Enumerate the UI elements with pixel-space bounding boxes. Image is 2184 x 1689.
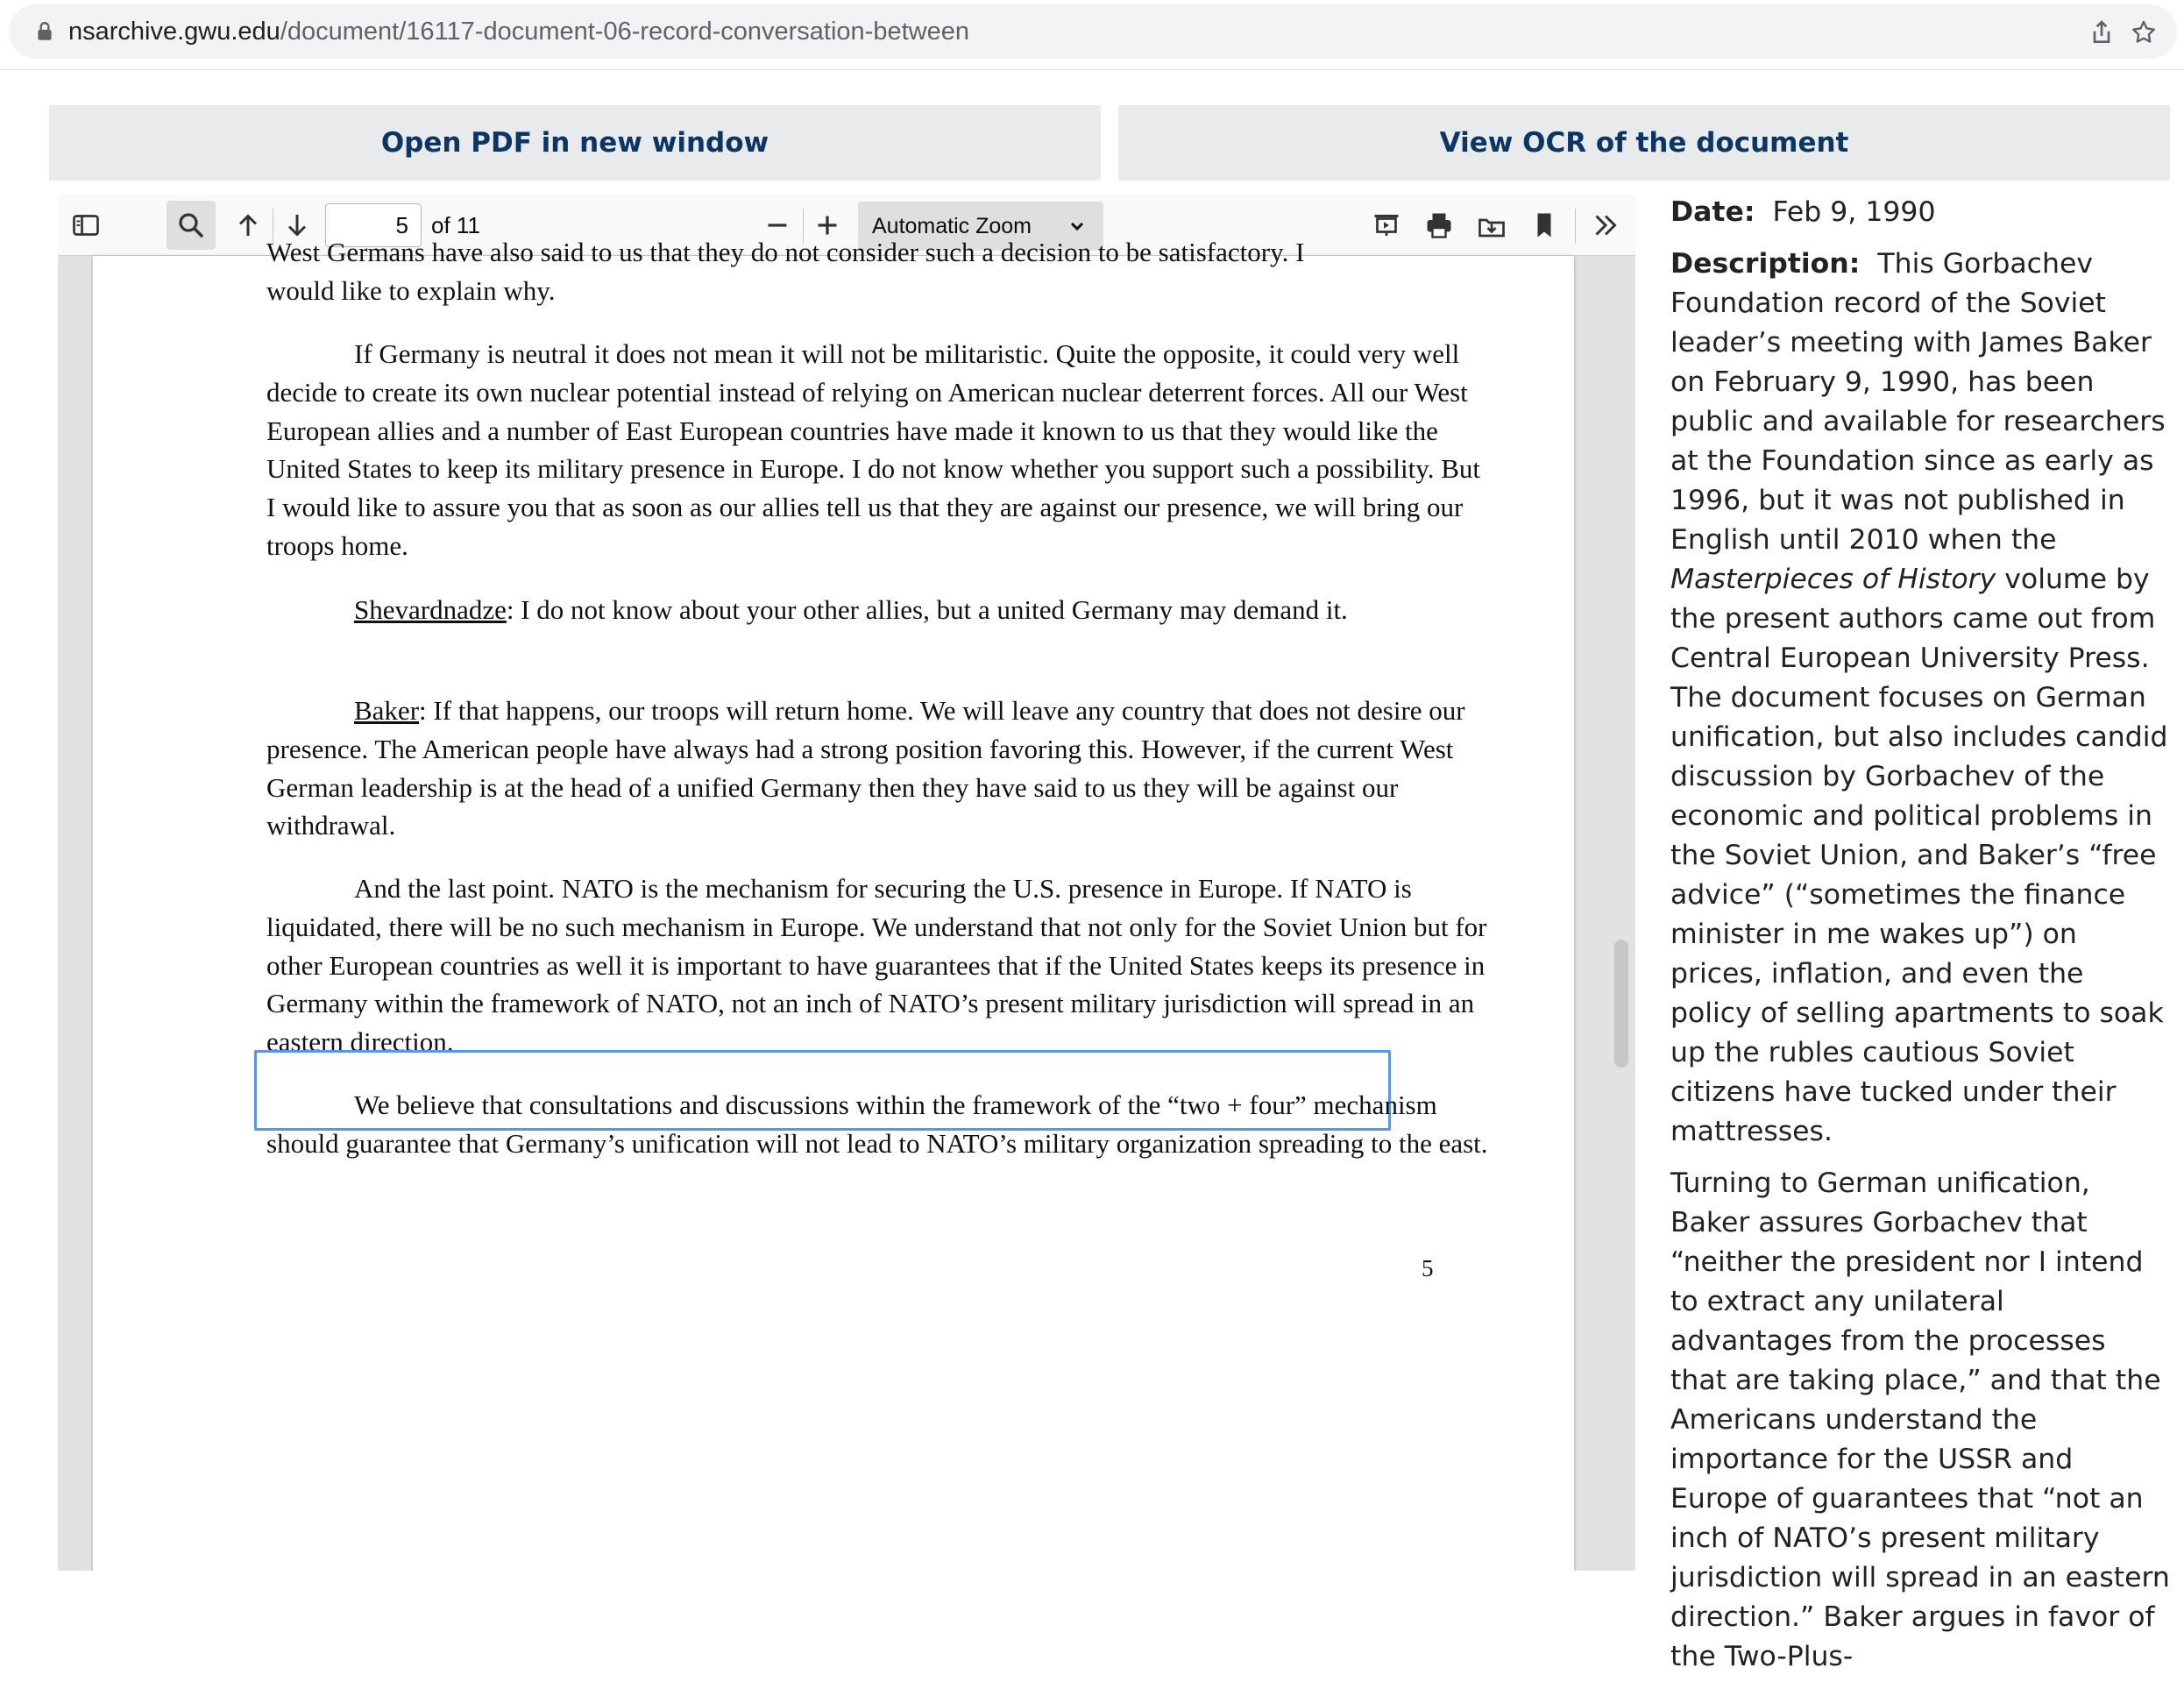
date-row <box>1670 193 2170 232</box>
share-icon[interactable] <box>2088 18 2116 46</box>
find-button[interactable] <box>167 201 216 250</box>
paragraph-0-end: would like to explain why. <box>266 275 556 306</box>
zoom-select-value: Automatic Zoom <box>872 214 1032 238</box>
open-pdf-button[interactable]: Open PDF in new window <box>49 105 1101 181</box>
search-icon <box>175 209 207 241</box>
date-label: Date: <box>1670 196 1755 228</box>
description-paragraph: Description: This Gorbachev Foundation record of the Soviet leader’s meeting with James Baker on February 9, 1990, has been public and available for researchers at the Foundation since as early as 1996, but it was not published in English until 2010 when the Masterpieces of History volume by the present authors came out from Central European University Press. The document focuses on German unification, but also includes candid discussion by Gorbachev of the economic and political problems in the Soviet Union, and Baker’s “free advice” (“sometimes the finance minister in me wakes up”) on prices, inflation, and even the policy of selling apartments to soak up the rubles cautious Soviet citizens have tucked under their mattresses. <box>1670 248 2168 1147</box>
page-count: of 11 <box>431 212 480 238</box>
description-label: Description: <box>1670 248 1861 280</box>
double-chevron-icon <box>1590 209 1621 241</box>
book-title: Masterpieces of History <box>1670 564 1996 595</box>
chrome-divider <box>0 69 2184 70</box>
paragraph-4: And the last point. NATO is the mechanism for securing the U.S. presence in Europe. If NATO is liquidated, there will be no such mechanism in Europe. We understand that not only for the Soviet Union but for other European countries as well it is important to have guarantees that if the United States keeps its presence in Germany within the framework of NATO, not an inch of NATO’s present military jurisdiction will spread in an eastern direction. <box>266 873 1487 1058</box>
sidebar-toggle-icon <box>70 209 102 241</box>
description-paragraph-2: Turning to German unification, Baker assures Gorbachev that “neither the president nor I intend to extract any unilateral advantages from the processes that are taking place,” and that the Americans understand the importance for the USSR and Europe of guarantees that “not an inch of NATO’s present military jurisdiction will spread in an eastern direction.” Baker argues in favor of the Two-Plus- <box>1670 1167 2170 1672</box>
pdf-viewer <box>58 195 1635 1571</box>
sidebar-toggle-button[interactable] <box>67 206 105 245</box>
url-text: nsarchive.gwu.edu/document/16117-document-06-record-conversation-between <box>68 18 969 46</box>
pdf-page <box>93 237 1574 1571</box>
document-details <box>1670 193 2170 1689</box>
scrollbar-thumb[interactable] <box>1614 940 1628 1068</box>
address-bar[interactable] <box>9 4 2177 59</box>
tools-menu-button[interactable] <box>1586 206 1625 245</box>
bookmark-icon <box>1528 209 1560 241</box>
view-ocr-button[interactable]: View OCR of the document <box>1118 105 2170 181</box>
speaker-name: Baker <box>354 695 420 726</box>
bookmark-button[interactable] <box>1525 206 1564 245</box>
paragraph-2: Shevardnadze: I do not know about your other allies, but a united Germany may demand it. <box>354 594 1348 625</box>
page-footer-number: 5 <box>1422 1255 1434 1281</box>
date-value: Feb 9, 1990 <box>1772 196 1936 228</box>
page-number-input[interactable]: 5 <box>325 203 422 247</box>
paragraph-3: Baker: If that happens, our troops will return home. We will leave any country that does not desire our presence. The American people have always had a strong position favoring this. However, if the current West German leadership is at the head of a unified Germany then they have said to us they will be against our withdrawal. <box>266 695 1465 841</box>
paragraph-1: If Germany is neutral it does not mean it will not be militaristic. Quite the opposite, it could very well decide to create its own nuclear potential instead of relying on American nuclear deterrent forces. All our West European allies and a number of East European countries have made it known to us that they would like the United States to keep its military presence in Europe. I do not know whether you support such a possibility. But I would like to assure you that as soon as our allies tell us that they are against our presence, we will bring our troops home. <box>266 338 1481 561</box>
star-icon[interactable] <box>2130 18 2158 46</box>
previous-page-button[interactable] <box>229 206 267 245</box>
toolbar-separator <box>1575 209 1576 244</box>
arrow-up-icon <box>232 209 264 241</box>
paragraph-5: We believe that consultations and discussions within the framework of the “two + four” mechanism should guarantee that Germany’s unification will not lead to NATO’s military organization spreading to the east. <box>266 1089 1488 1159</box>
paragraph-cut-line: West Germans have also said to us that they do not consider such a decision to be satisfactory. I <box>266 237 1305 267</box>
speaker-name: Shevardnadze <box>354 594 507 625</box>
lock-icon <box>33 20 56 43</box>
